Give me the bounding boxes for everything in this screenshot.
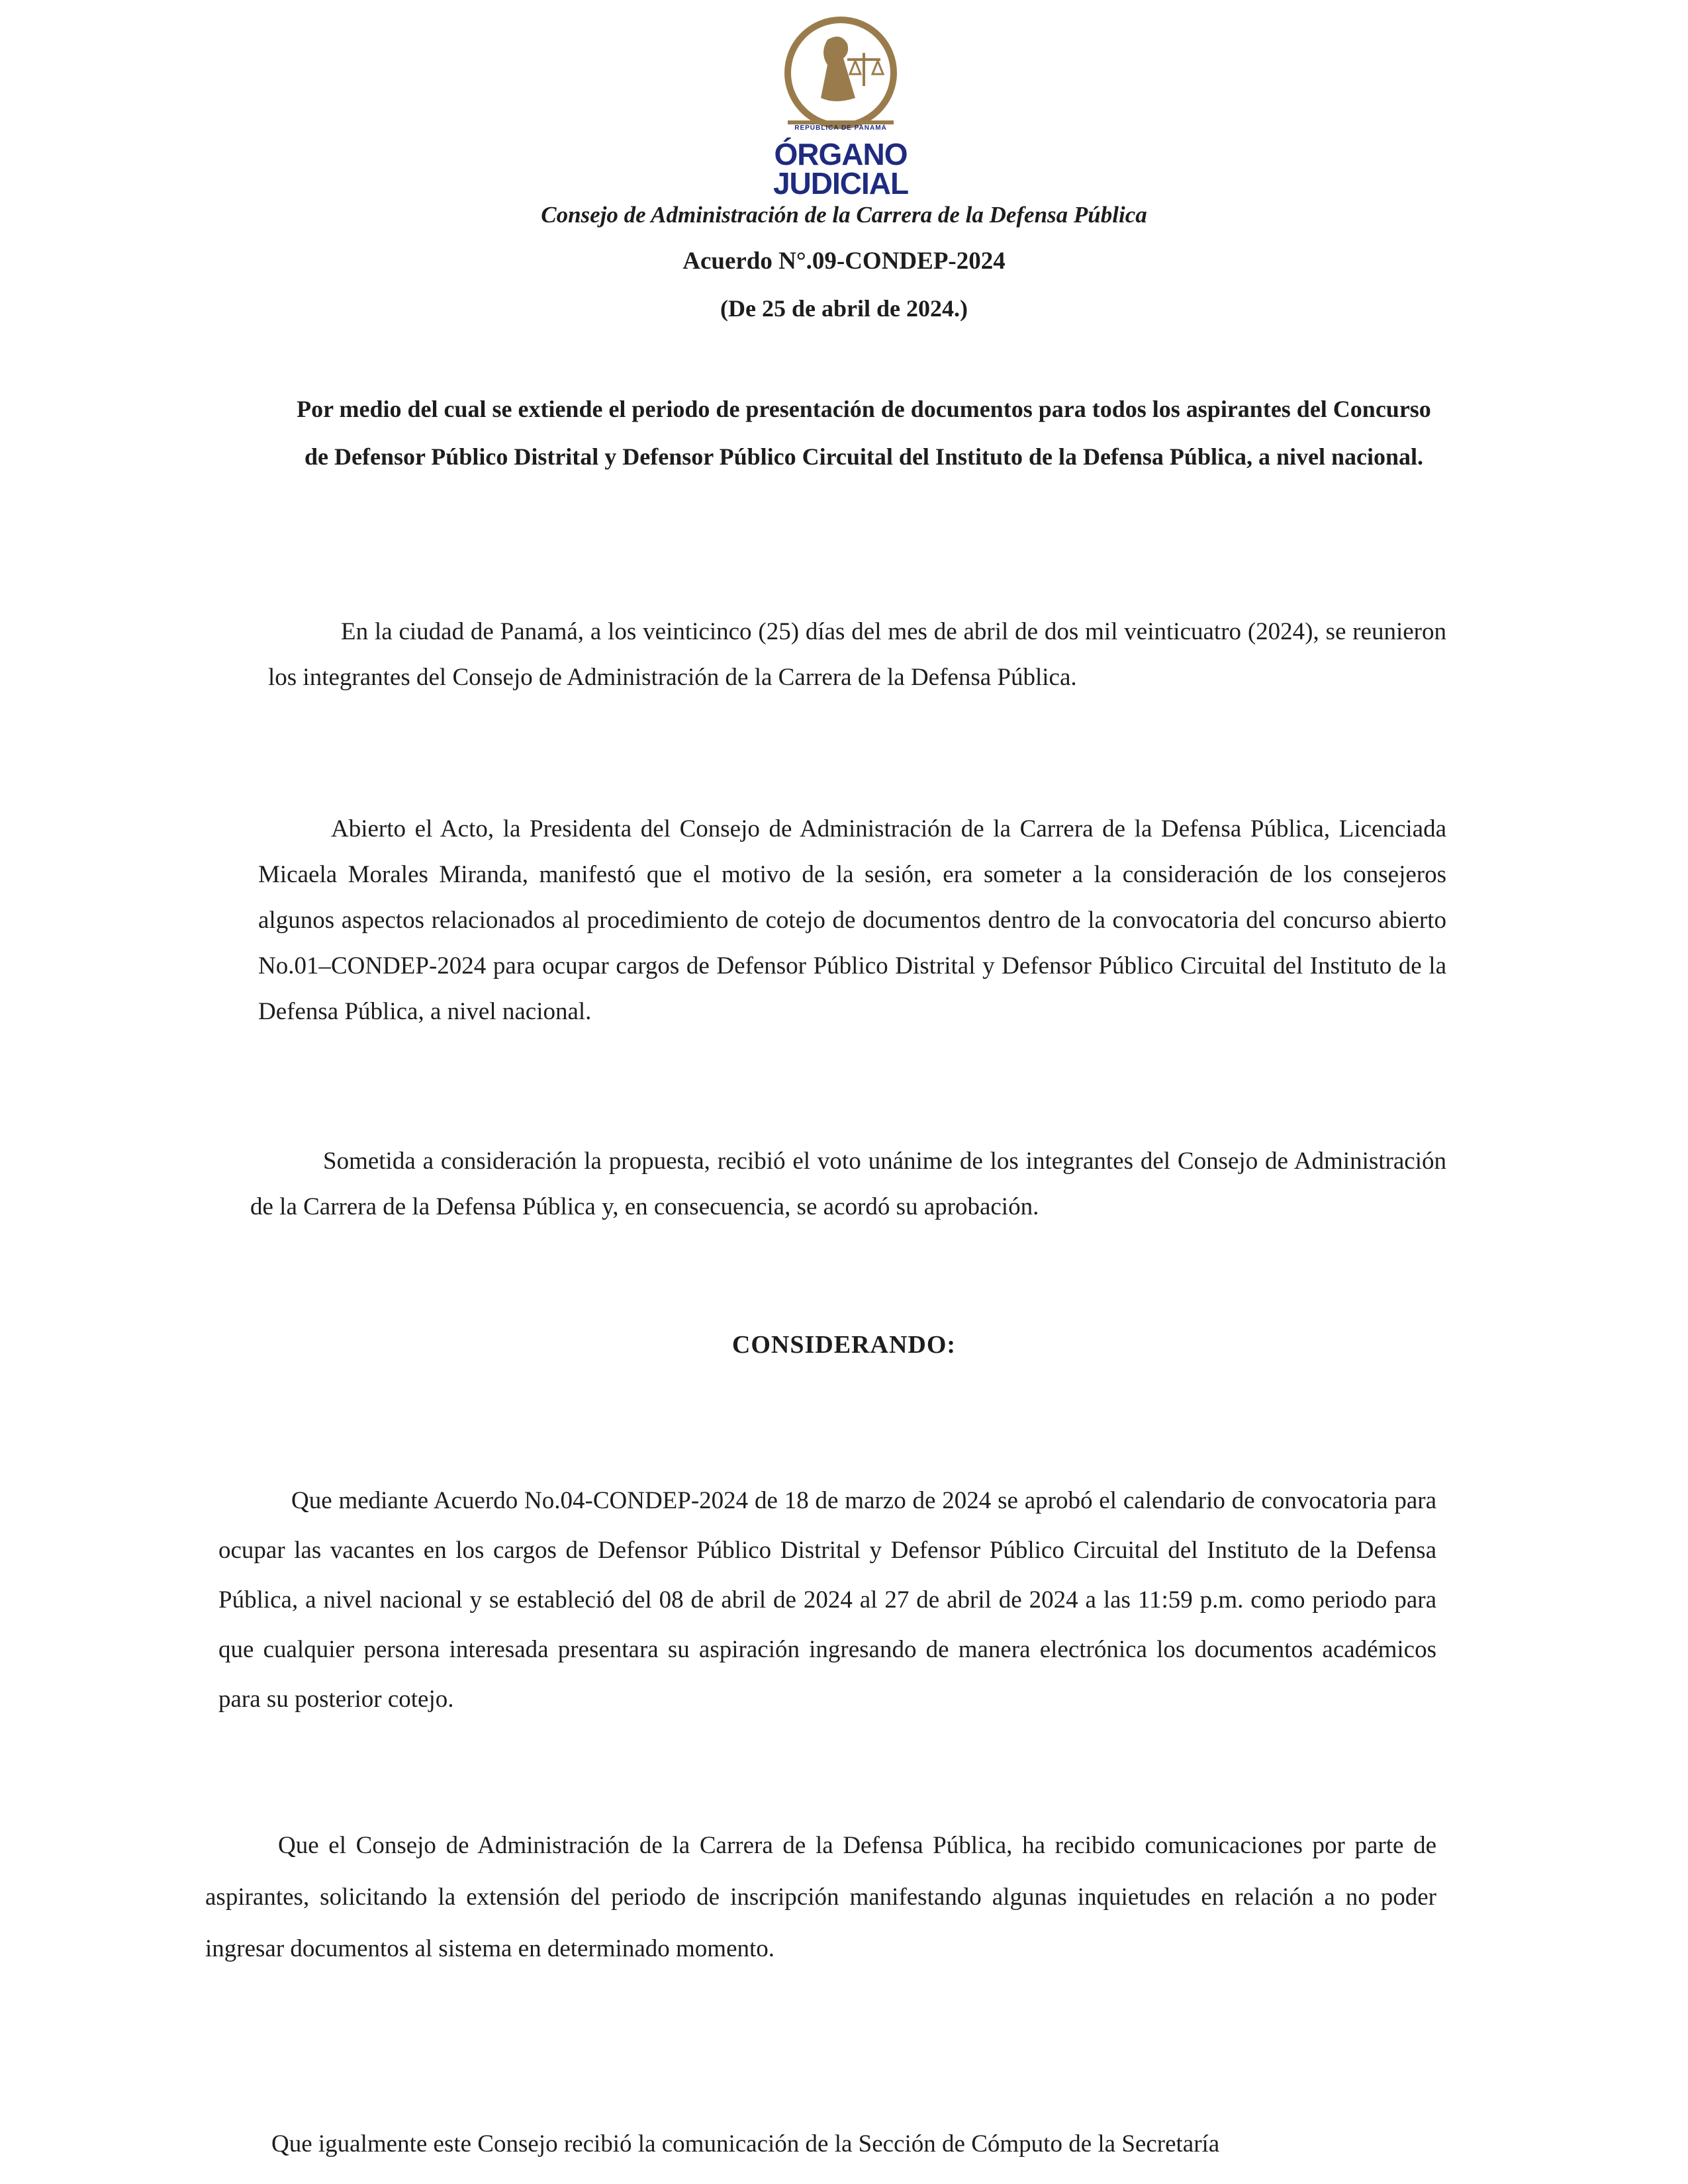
paragraph-opening: Abierto el Acto, la Presidenta del Consejo de Administración de la Carrera de la Defensa Pública, Licenciada Micaela Morales Miranda, manifestó que el motivo de la sesión, era someter a la consideración de los consejeros algunos aspectos relacionados al procedimiento de cotejo de documentos dentro de la convocatoria del concurso abierto No.01–CONDEP-2024 para ocupar cargos de Defensor Público Distrital y Defensor Público Circuital del Instituto de la Defensa Pública, a nivel nacional. — [258, 815, 1446, 1025]
agreement-date: (De 25 de abril de 2024.) — [720, 295, 968, 322]
organo-judicial-logo — [773, 13, 909, 201]
paragraph-meeting: En la ciudad de Panamá, a los veinticinco (25) días del mes de abril de dos mil veinticuatro (2024), se reunieron los integrantes del Consejo de Administración de la Carrera de la Defensa Pública. — [268, 618, 1446, 691]
considerando-heading: CONSIDERANDO: — [731, 1331, 957, 1359]
council-title: Consejo de Administración de la Carrera de la Defensa Pública — [541, 202, 1147, 228]
agreement-number: Acuerdo N°.09-CONDEP-2024 — [682, 248, 1006, 275]
paragraph-considerando-3: Que igualmente este Consejo recibió la comunicación de la Sección de Cómputo de la Secretaría — [271, 2130, 1220, 2158]
paragraph-vote: Sometida a consideración la propuesta, recibió el voto unánime de los integrantes del Consejo de Administración de la Carrera de la Defensa Pública y, en consecuencia, se acordó su aprobación. — [250, 1148, 1446, 1220]
logo-name-line1: ÓRGANO — [774, 137, 908, 171]
logo-republic-text: REPÚBLICA DE PANAMÁ — [794, 124, 887, 132]
agreement-purpose: Por medio del cual se extiende el periodo de presentación de documentos para todos los aspirantes del Concurso de Defensor Público Distrital y Defensor Público Circuital del Instituto de la Defensa Pública, a nivel nacional. — [297, 396, 1431, 470]
justice-seal-icon — [781, 13, 900, 132]
paragraph-considerando-1: Que mediante Acuerdo No.04-CONDEP-2024 de 18 de marzo de 2024 se aprobó el calendario de convocatoria para ocupar las vacantes en los cargos de Defensor Público Distrital y Defensor Público Circuital del Instituto de la Defensa Pública, a nivel nacional y se estableció del 08 de abril de 2024 al 27 de abril de 2024 a las 11:59 p.m. como periodo para que cualquier persona interesada presentara su aspiración ingresando de manera electrónica los documentos académicos para su posterior cotejo. — [218, 1487, 1436, 1713]
logo-name-line2: JUDICIAL — [773, 166, 909, 201]
paragraph-considerando-2: Que el Consejo de Administración de la Carrera de la Defensa Pública, ha recibido comunicaciones por parte de aspirantes, solicitando la extensión del periodo de inscripción manifestando algunas inquietudes en relación a no poder ingresar documentos al sistema en determinado momento. — [205, 1832, 1436, 1962]
